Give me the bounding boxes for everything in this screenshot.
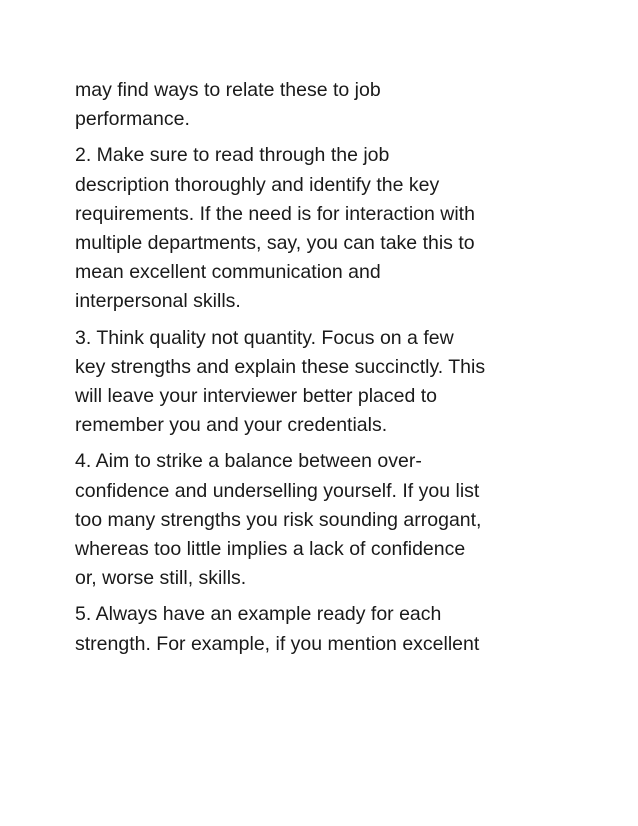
text-line: interpersonal skills. (75, 290, 241, 313)
text-line: 2. Make sure to read through the job (75, 144, 390, 167)
text-line: remember you and your credentials. (75, 414, 388, 437)
text-line: 5. Always have an example ready for each (75, 603, 442, 626)
text-line: too many strengths you risk sounding arrogant, (75, 508, 482, 531)
document-page (75, 76, 575, 666)
text-line: description thoroughly and identify the key (75, 173, 440, 196)
paragraph-continuation (75, 76, 575, 134)
text-line: 3. Think quality not quantity. Focus on a few (75, 326, 454, 349)
text-line: or, worse still, skills. (75, 567, 247, 590)
paragraph-tip-3 (75, 324, 575, 441)
text-line: may find ways to relate these to job (75, 79, 381, 101)
text-line: requirements. If the need is for interaction with (75, 202, 475, 225)
text-line: performance. (75, 108, 190, 131)
text-line: mean excellent communication and (75, 261, 381, 284)
text-line: 4. Aim to strike a balance between over- (75, 450, 422, 473)
paragraph-tip-5 (75, 600, 575, 658)
text-line: strength. For example, if you mention excellent (75, 632, 480, 655)
text-line: will leave your interviewer better placed to (75, 385, 438, 408)
text-line: key strengths and explain these succinctly. This (75, 355, 486, 378)
text-line: whereas too little implies a lack of confidence (75, 538, 466, 561)
paragraph-tip-4 (75, 447, 575, 593)
text-line: confidence and underselling yourself. If you list (75, 479, 480, 502)
paragraph-tip-2 (75, 141, 575, 316)
text-line: multiple departments, say, you can take this to (75, 232, 475, 255)
